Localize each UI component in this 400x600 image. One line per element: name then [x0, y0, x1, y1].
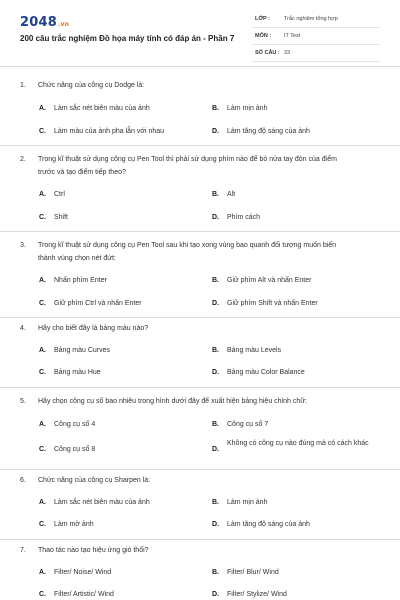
option-text: Bảng màu Curves — [54, 347, 111, 354]
question-item — [0, 72, 400, 146]
document-title: 200 câu trắc nghiệm Đồ họa máy tính có đáp án - Phần 7 — [20, 34, 235, 43]
meta-subject-label: MÔN : — [255, 33, 272, 39]
question-text — [38, 395, 383, 408]
meta-row-subject — [252, 30, 380, 45]
option-text: Giữ phím Shift và nhấn Enter — [227, 300, 318, 307]
option-letter: C. — [39, 300, 46, 307]
option-letter: D. — [212, 591, 219, 598]
question-line: Trong kĩ thuật sử dụng công cụ Pen Tool thì phải sử dụng phím nào để bỏ nửa tay đòn của điểm — [38, 156, 337, 163]
header-divider — [0, 66, 400, 67]
site-logo[interactable] — [20, 15, 69, 30]
meta-row-class — [252, 13, 380, 28]
option-letter: C. — [39, 128, 46, 135]
question-line: Hãy cho biết đây là bảng màu nào? — [38, 325, 149, 332]
option-text: Giữ phím Alt và nhấn Enter — [227, 277, 312, 284]
option-text: Shift — [54, 214, 69, 221]
question-number: 7. — [20, 547, 26, 554]
option-letter: A. — [39, 421, 46, 428]
option-letter: B. — [212, 499, 219, 506]
option-letter: C. — [39, 521, 46, 528]
question-line: Thao tác nào tạo hiệu ứng gió thổi? — [38, 547, 149, 554]
option-text: Nhấn phím Enter — [54, 277, 107, 284]
option-letter: C. — [39, 369, 46, 376]
question-line: trước và tạo điểm tiếp theo? — [38, 169, 126, 176]
meta-count-label: SỐ CÂU : — [255, 50, 280, 56]
option-letter: C. — [39, 591, 46, 598]
question-item — [0, 540, 400, 600]
question-line: Chức năng của công cụ Sharpen là: — [38, 477, 151, 484]
option-letter: B. — [212, 569, 219, 576]
meta-count-value: 33 — [284, 50, 291, 56]
option-text: Ctrl — [54, 191, 65, 198]
logo-text: 2048 — [20, 15, 57, 30]
option-letter: B. — [212, 277, 219, 284]
option-letter: A. — [39, 191, 46, 198]
option-letter: B. — [212, 191, 219, 198]
option-letter: D. — [212, 300, 219, 307]
option-text: Alt — [227, 191, 236, 198]
option-letter: D. — [212, 128, 219, 135]
option-letter: D. — [212, 446, 219, 453]
option-text: Bảng màu Color Balance — [227, 369, 305, 376]
question-number: 6. — [20, 477, 26, 484]
question-line: thành vùng chọn nét đứt: — [38, 255, 116, 262]
question-number: 3. — [20, 242, 26, 249]
meta-table — [252, 13, 380, 64]
option-text: Phím cách — [227, 214, 261, 221]
option-text: Làm mịn ảnh — [227, 105, 268, 112]
question-line: Chức năng của công cụ Dodge là: — [38, 82, 145, 89]
question-number: 5. — [20, 398, 26, 405]
question-number: 2. — [20, 156, 26, 163]
option-letter: B. — [212, 421, 219, 428]
option-letter: B. — [212, 347, 219, 354]
question-item — [0, 146, 400, 232]
option-text: Làm tăng độ sáng của ảnh — [227, 128, 310, 135]
meta-row-count — [252, 47, 380, 62]
question-text — [38, 544, 383, 557]
option-letter: A. — [39, 105, 46, 112]
option-letter: A. — [39, 569, 46, 576]
option-letter: D. — [212, 521, 219, 528]
question-line: Hãy chọn công cụ số bao nhiêu trong hình dưới đây để xuất hiện bảng hiệu chỉnh chữ: — [38, 398, 307, 405]
option-letter: C. — [39, 214, 46, 221]
option-text: Làm mịn ảnh — [227, 499, 268, 506]
option-text: Filter/ Artistic/ Wind — [54, 591, 114, 598]
question-text — [38, 153, 383, 179]
option-text: Công cụ số 8 — [54, 446, 96, 453]
question-item — [0, 318, 400, 388]
question-list — [0, 72, 400, 600]
option-letter: A. — [39, 499, 46, 506]
option-letter: A. — [39, 347, 46, 354]
option-text: Làm sắc nét biên màu của ảnh — [54, 105, 150, 112]
meta-class-label: LỚP : — [255, 16, 270, 22]
question-text — [38, 322, 383, 335]
question-number: 4. — [20, 325, 26, 332]
option-letter: D. — [212, 214, 219, 221]
question-text — [38, 239, 383, 265]
option-text: Filter/ Blur/ Wind — [227, 569, 279, 576]
option-letter: C. — [39, 446, 46, 453]
meta-class-value: Trắc nghiệm tổng hợp — [284, 16, 338, 22]
logo-suffix: .vn — [57, 21, 70, 28]
option-text: Bảng màu Levels — [227, 347, 282, 354]
option-text: Không có công cụ nào đúng mà có cách khác — [227, 440, 369, 447]
question-item — [0, 388, 400, 470]
question-line: Trong kĩ thuật sử dụng công cụ Pen Tool sau khi tạo xong vùng bao quanh đối tượng muốn biến — [38, 242, 337, 249]
question-text — [38, 79, 383, 92]
option-text: Filter/ Stylize/ Wind — [227, 591, 287, 598]
question-text — [38, 474, 383, 487]
option-letter: D. — [212, 369, 219, 376]
option-text: Làm sắc nét biên màu của ảnh — [54, 499, 150, 506]
question-number: 1. — [20, 82, 26, 89]
question-item — [0, 232, 400, 318]
option-text: Công cụ số 7 — [227, 421, 269, 428]
option-text: Công cụ số 4 — [54, 421, 96, 428]
document-header — [0, 0, 400, 64]
option-text: Làm màu của ảnh pha lẫn với nhau — [54, 128, 165, 135]
option-letter: A. — [39, 277, 46, 284]
option-text: Làm mờ ảnh — [54, 521, 94, 528]
option-text: Làm tăng độ sáng của ảnh — [227, 521, 310, 528]
question-item — [0, 470, 400, 540]
option-letter: B. — [212, 105, 219, 112]
meta-subject-value: IT Test — [284, 33, 301, 39]
option-text: Filter/ Noise/ Wind — [54, 569, 112, 576]
option-text: Bảng màu Hue — [54, 369, 101, 376]
option-text: Giữ phím Ctrl và nhấn Enter — [54, 300, 142, 307]
